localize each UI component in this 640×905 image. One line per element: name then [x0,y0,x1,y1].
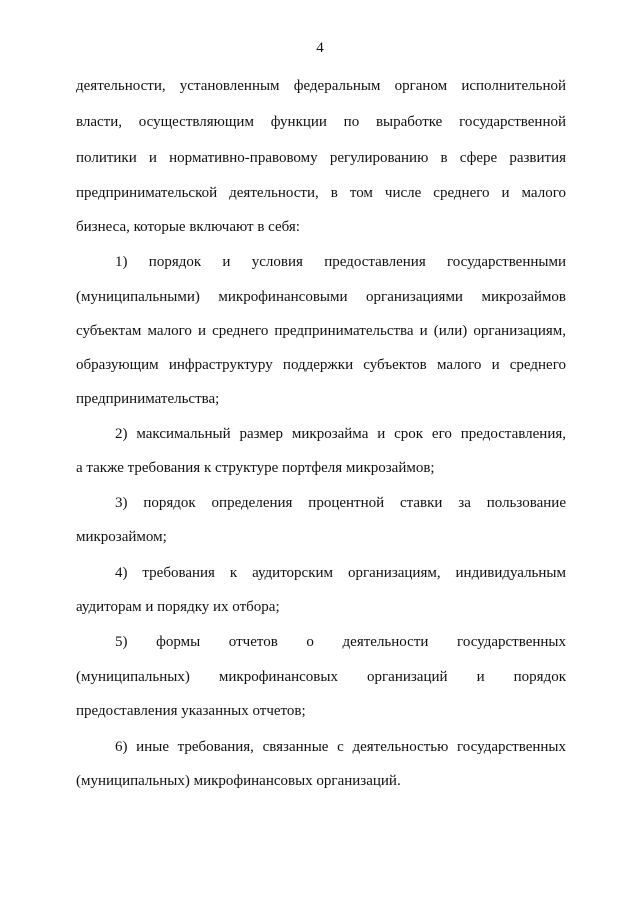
list-item-4-line: 4) требования к аудиторским организациям, индивидуальным [115,565,566,581]
page-number: 4 [316,40,324,56]
list-item-2-line: 2) максимальный размер микрозайма и срок его предоставления, [115,426,566,442]
list-item-3-line: 3) порядок определения процентной ставки за пользование [115,495,566,511]
text-line: (муниципальных) микрофинансовых организаций. [76,773,401,789]
text-line: аудиторам и порядку их отбора; [76,599,280,615]
text-line: (муниципальных) микрофинансовых организаций и порядок [76,669,566,685]
text-line: предпринимательской деятельности, в том числе среднего и малого [76,185,566,201]
text-line: предоставления указанных отчетов; [76,703,306,719]
list-item-5-line: 5) формы отчетов о деятельности государственных [115,634,566,650]
text-line: деятельности, установленным федеральным органом исполнительной [76,78,566,94]
text-line: образующим инфраструктуру поддержки субъектов малого и среднего [76,357,566,373]
text-line: микрозаймом; [76,529,167,545]
text-line: субъектам малого и среднего предпринимательства и (или) организациям, [76,323,566,339]
text-line: (муниципальными) микрофинансовыми организациями микрозаймов [76,289,566,305]
text-line: предпринимательства; [76,391,220,407]
text-line: а также требования к структуре портфеля микрозаймов; [76,460,435,476]
text-line: власти, осуществляющим функции по выработке государственной [76,114,566,130]
list-item-1-line: 1) порядок и условия предоставления государственными [115,254,566,270]
list-item-6-line: 6) иные требования, связанные с деятельностью государственных [115,739,566,755]
text-line: бизнеса, которые включают в себя: [76,219,300,235]
text-line: политики и нормативно-правовому регулированию в сфере развития [76,150,566,166]
